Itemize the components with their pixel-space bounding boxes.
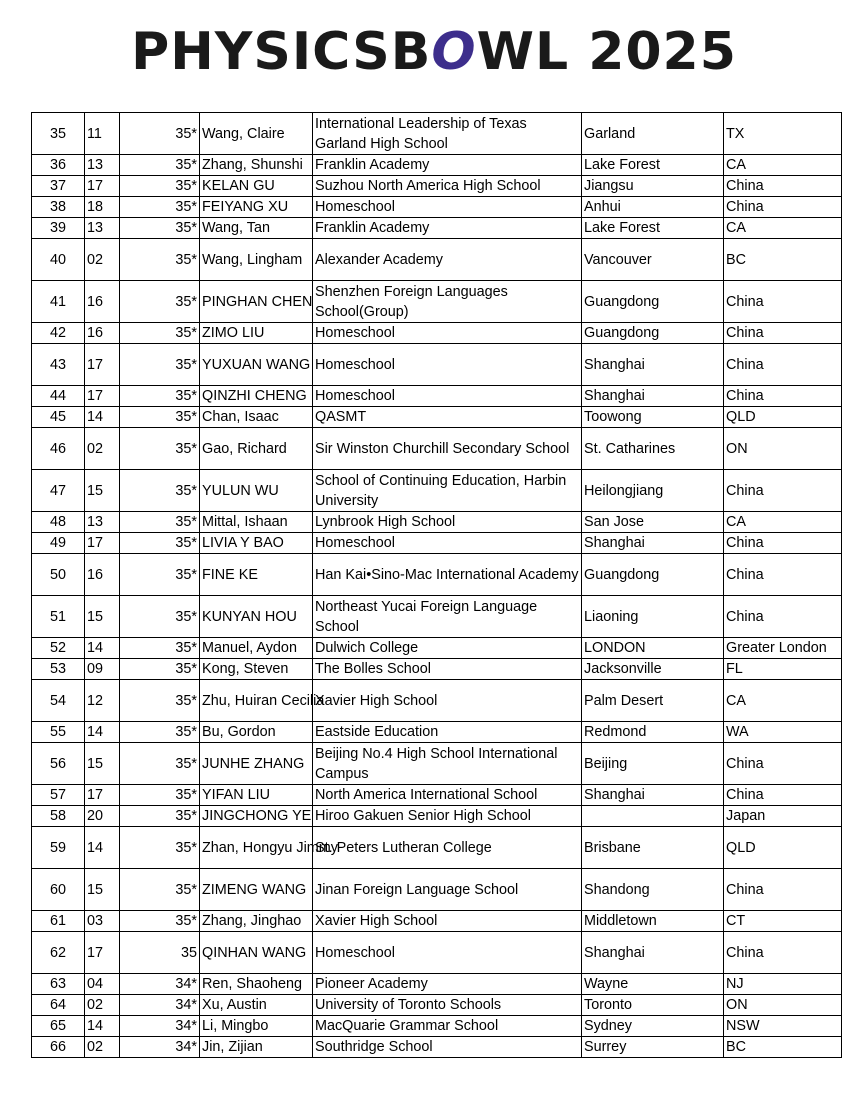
region-cell: China — [724, 344, 842, 386]
grade-cell: 15 — [85, 596, 120, 638]
name-cell: Wang, Claire — [200, 113, 313, 155]
score-cell: 35* — [120, 197, 200, 218]
school-cell: Pioneer Academy — [313, 974, 582, 995]
title-pre: PHYSICSB — [131, 22, 432, 82]
table-row — [32, 344, 842, 386]
rank-cell: 45 — [32, 407, 85, 428]
score-cell: 35* — [120, 386, 200, 407]
city-cell: Jiangsu — [582, 176, 724, 197]
table-row — [32, 596, 842, 638]
school-cell: Beijing No.4 High School International Campus — [313, 743, 582, 785]
region-cell: BC — [724, 1037, 842, 1058]
grade-cell: 15 — [85, 869, 120, 911]
grade-cell: 14 — [85, 407, 120, 428]
rank-cell: 62 — [32, 932, 85, 974]
region-cell: CA — [724, 680, 842, 722]
city-cell: Surrey — [582, 1037, 724, 1058]
title-post: WL 2025 — [476, 22, 737, 82]
score-cell: 34* — [120, 1016, 200, 1037]
grade-cell: 14 — [85, 722, 120, 743]
name-cell: ZIMENG WANG — [200, 869, 313, 911]
rank-cell: 42 — [32, 323, 85, 344]
city-cell: Anhui — [582, 197, 724, 218]
region-cell: TX — [724, 113, 842, 155]
school-cell: Jinan Foreign Language School — [313, 869, 582, 911]
rank-cell: 66 — [32, 1037, 85, 1058]
rank-cell: 40 — [32, 239, 85, 281]
region-cell: BC — [724, 239, 842, 281]
region-cell: FL — [724, 659, 842, 680]
city-cell: Brisbane — [582, 827, 724, 869]
name-cell: Ren, Shaoheng — [200, 974, 313, 995]
table-row — [32, 869, 842, 911]
region-cell: QLD — [724, 827, 842, 869]
region-cell: Greater London — [724, 638, 842, 659]
grade-cell: 13 — [85, 218, 120, 239]
name-cell: YUXUAN WANG — [200, 344, 313, 386]
region-cell: China — [724, 533, 842, 554]
grade-cell: 14 — [85, 827, 120, 869]
grade-cell: 13 — [85, 155, 120, 176]
rank-cell: 60 — [32, 869, 85, 911]
region-cell: China — [724, 323, 842, 344]
name-cell: Kong, Steven — [200, 659, 313, 680]
score-cell: 35* — [120, 533, 200, 554]
rank-cell: 37 — [32, 176, 85, 197]
city-cell: Shanghai — [582, 386, 724, 407]
region-cell: China — [724, 554, 842, 596]
grade-cell: 18 — [85, 197, 120, 218]
name-cell: FEIYANG XU — [200, 197, 313, 218]
region-cell: CA — [724, 218, 842, 239]
school-cell: University of Toronto Schools — [313, 995, 582, 1016]
score-cell: 35* — [120, 323, 200, 344]
table-row — [32, 638, 842, 659]
rank-cell: 46 — [32, 428, 85, 470]
school-cell: School of Continuing Education, Harbin University — [313, 470, 582, 512]
region-cell: Japan — [724, 806, 842, 827]
name-cell: Chan, Isaac — [200, 407, 313, 428]
school-cell: The Bolles School — [313, 659, 582, 680]
score-cell: 34* — [120, 1037, 200, 1058]
table-row — [32, 932, 842, 974]
city-cell: Heilongjiang — [582, 470, 724, 512]
table-row — [32, 827, 842, 869]
city-cell: Toronto — [582, 995, 724, 1016]
page-title — [0, 22, 868, 82]
school-cell: Homeschool — [313, 323, 582, 344]
score-cell: 35* — [120, 680, 200, 722]
name-cell: Wang, Tan — [200, 218, 313, 239]
school-cell: Franklin Academy — [313, 218, 582, 239]
rank-cell: 56 — [32, 743, 85, 785]
name-cell: JINGCHONG YE — [200, 806, 313, 827]
grade-cell: 16 — [85, 554, 120, 596]
rank-cell: 58 — [32, 806, 85, 827]
grade-cell: 14 — [85, 638, 120, 659]
table-row — [32, 218, 842, 239]
region-cell: China — [724, 470, 842, 512]
school-cell: Homeschool — [313, 344, 582, 386]
rank-cell: 52 — [32, 638, 85, 659]
school-cell: Lynbrook High School — [313, 512, 582, 533]
region-cell: CT — [724, 911, 842, 932]
city-cell: Lake Forest — [582, 218, 724, 239]
region-cell: CA — [724, 512, 842, 533]
city-cell: Shandong — [582, 869, 724, 911]
rank-cell: 44 — [32, 386, 85, 407]
score-cell: 35* — [120, 407, 200, 428]
name-cell: Wang, Lingham — [200, 239, 313, 281]
score-cell: 35* — [120, 113, 200, 155]
city-cell: St. Catharines — [582, 428, 724, 470]
region-cell: China — [724, 785, 842, 806]
table-row — [32, 659, 842, 680]
grade-cell: 15 — [85, 470, 120, 512]
grade-cell: 15 — [85, 743, 120, 785]
rank-cell: 35 — [32, 113, 85, 155]
rank-cell: 63 — [32, 974, 85, 995]
region-cell: China — [724, 281, 842, 323]
table-row — [32, 995, 842, 1016]
school-cell: Han Kai•Sino-Mac International Academy — [313, 554, 582, 596]
name-cell: KUNYAN HOU — [200, 596, 313, 638]
school-cell: Xavier High School — [313, 680, 582, 722]
table-row — [32, 806, 842, 827]
table-row — [32, 974, 842, 995]
rank-cell: 50 — [32, 554, 85, 596]
grade-cell: 16 — [85, 323, 120, 344]
city-cell: Lake Forest — [582, 155, 724, 176]
rank-cell: 38 — [32, 197, 85, 218]
grade-cell: 02 — [85, 1037, 120, 1058]
results-rows — [32, 113, 842, 1058]
table-row — [32, 722, 842, 743]
table-row — [32, 533, 842, 554]
region-cell: China — [724, 932, 842, 974]
table-row — [32, 1037, 842, 1058]
name-cell: Zhu, Huiran Cecilia — [200, 680, 313, 722]
rank-cell: 41 — [32, 281, 85, 323]
grade-cell: 17 — [85, 533, 120, 554]
title-logo-o: O — [431, 22, 477, 82]
table-row — [32, 911, 842, 932]
name-cell: FINE KE — [200, 554, 313, 596]
grade-cell: 04 — [85, 974, 120, 995]
score-cell: 35* — [120, 218, 200, 239]
school-cell: Northeast Yucai Foreign Language School — [313, 596, 582, 638]
region-cell: ON — [724, 995, 842, 1016]
rank-cell: 43 — [32, 344, 85, 386]
city-cell: Shanghai — [582, 932, 724, 974]
score-cell: 35* — [120, 512, 200, 533]
school-cell: MacQuarie Grammar School — [313, 1016, 582, 1037]
school-cell: Sir Winston Churchill Secondary School — [313, 428, 582, 470]
city-cell: Liaoning — [582, 596, 724, 638]
score-cell: 35* — [120, 554, 200, 596]
name-cell: YIFAN LIU — [200, 785, 313, 806]
table-row — [32, 743, 842, 785]
grade-cell: 17 — [85, 785, 120, 806]
table-row — [32, 323, 842, 344]
region-cell: China — [724, 176, 842, 197]
rank-cell: 64 — [32, 995, 85, 1016]
grade-cell: 02 — [85, 995, 120, 1016]
grade-cell: 20 — [85, 806, 120, 827]
city-cell: Shanghai — [582, 785, 724, 806]
name-cell: ZIMO LIU — [200, 323, 313, 344]
grade-cell: 17 — [85, 932, 120, 974]
region-cell: WA — [724, 722, 842, 743]
region-cell: China — [724, 743, 842, 785]
name-cell: QINHAN WANG — [200, 932, 313, 974]
school-cell: Homeschool — [313, 932, 582, 974]
city-cell: San Jose — [582, 512, 724, 533]
score-cell: 35* — [120, 806, 200, 827]
name-cell: QINZHI CHENG — [200, 386, 313, 407]
score-cell: 35* — [120, 659, 200, 680]
school-cell: Eastside Education — [313, 722, 582, 743]
table-row — [32, 155, 842, 176]
score-cell: 35* — [120, 638, 200, 659]
city-cell: Beijing — [582, 743, 724, 785]
score-cell: 35* — [120, 239, 200, 281]
grade-cell: 02 — [85, 428, 120, 470]
score-cell: 35* — [120, 470, 200, 512]
score-cell: 35* — [120, 344, 200, 386]
table-row — [32, 428, 842, 470]
grade-cell: 17 — [85, 386, 120, 407]
region-cell: CA — [724, 155, 842, 176]
city-cell: Palm Desert — [582, 680, 724, 722]
score-cell: 35 — [120, 932, 200, 974]
school-cell: Homeschool — [313, 386, 582, 407]
rank-cell: 55 — [32, 722, 85, 743]
city-cell: Toowong — [582, 407, 724, 428]
name-cell: Manuel, Aydon — [200, 638, 313, 659]
region-cell: China — [724, 386, 842, 407]
city-cell: Redmond — [582, 722, 724, 743]
rank-cell: 61 — [32, 911, 85, 932]
score-cell: 35* — [120, 827, 200, 869]
rank-cell: 65 — [32, 1016, 85, 1037]
rank-cell: 54 — [32, 680, 85, 722]
score-cell: 35* — [120, 596, 200, 638]
region-cell: QLD — [724, 407, 842, 428]
grade-cell: 02 — [85, 239, 120, 281]
school-cell: QASMT — [313, 407, 582, 428]
school-cell: Xavier High School — [313, 911, 582, 932]
score-cell: 34* — [120, 995, 200, 1016]
city-cell: Shanghai — [582, 344, 724, 386]
region-cell: China — [724, 596, 842, 638]
table-row — [32, 239, 842, 281]
city-cell: Middletown — [582, 911, 724, 932]
grade-cell: 17 — [85, 344, 120, 386]
name-cell: Zhan, Hongyu Jimmy — [200, 827, 313, 869]
table-row — [32, 281, 842, 323]
grade-cell: 03 — [85, 911, 120, 932]
school-cell: North America International School — [313, 785, 582, 806]
grade-cell: 09 — [85, 659, 120, 680]
results-table — [31, 112, 842, 1058]
city-cell: Jacksonville — [582, 659, 724, 680]
grade-cell: 11 — [85, 113, 120, 155]
name-cell: PINGHAN CHEN — [200, 281, 313, 323]
school-cell: St. Peters Lutheran College — [313, 827, 582, 869]
score-cell: 35* — [120, 281, 200, 323]
city-cell: Guangdong — [582, 554, 724, 596]
name-cell: Mittal, Ishaan — [200, 512, 313, 533]
grade-cell: 17 — [85, 176, 120, 197]
city-cell: Guangdong — [582, 323, 724, 344]
region-cell: ON — [724, 428, 842, 470]
school-cell: Homeschool — [313, 197, 582, 218]
city-cell: Vancouver — [582, 239, 724, 281]
rank-cell: 36 — [32, 155, 85, 176]
table-row — [32, 785, 842, 806]
school-cell: International Leadership of Texas Garland High School — [313, 113, 582, 155]
score-cell: 35* — [120, 743, 200, 785]
region-cell: NSW — [724, 1016, 842, 1037]
table-row — [32, 113, 842, 155]
score-cell: 35* — [120, 722, 200, 743]
table-row — [32, 176, 842, 197]
rank-cell: 51 — [32, 596, 85, 638]
table-row — [32, 1016, 842, 1037]
name-cell: Xu, Austin — [200, 995, 313, 1016]
name-cell: KELAN GU — [200, 176, 313, 197]
school-cell: Franklin Academy — [313, 155, 582, 176]
grade-cell: 14 — [85, 1016, 120, 1037]
city-cell: Sydney — [582, 1016, 724, 1037]
city-cell: Shanghai — [582, 533, 724, 554]
name-cell: Bu, Gordon — [200, 722, 313, 743]
score-cell: 35* — [120, 428, 200, 470]
table-row — [32, 470, 842, 512]
name-cell: Zhang, Jinghao — [200, 911, 313, 932]
name-cell: Zhang, Shunshi — [200, 155, 313, 176]
score-cell: 35* — [120, 176, 200, 197]
school-cell: Alexander Academy — [313, 239, 582, 281]
table-row — [32, 197, 842, 218]
city-cell — [582, 806, 724, 827]
school-cell: Hiroo Gakuen Senior High School — [313, 806, 582, 827]
table-row — [32, 386, 842, 407]
grade-cell: 16 — [85, 281, 120, 323]
name-cell: LIVIA Y BAO — [200, 533, 313, 554]
school-cell: Homeschool — [313, 533, 582, 554]
table-row — [32, 554, 842, 596]
city-cell: Guangdong — [582, 281, 724, 323]
rank-cell: 53 — [32, 659, 85, 680]
name-cell: Jin, Zijian — [200, 1037, 313, 1058]
grade-cell: 13 — [85, 512, 120, 533]
rank-cell: 49 — [32, 533, 85, 554]
name-cell: YULUN WU — [200, 470, 313, 512]
name-cell: Gao, Richard — [200, 428, 313, 470]
name-cell: Li, Mingbo — [200, 1016, 313, 1037]
score-cell: 35* — [120, 155, 200, 176]
city-cell: Garland — [582, 113, 724, 155]
table-row — [32, 680, 842, 722]
school-cell: Southridge School — [313, 1037, 582, 1058]
city-cell: LONDON — [582, 638, 724, 659]
score-cell: 35* — [120, 911, 200, 932]
grade-cell: 12 — [85, 680, 120, 722]
name-cell: JUNHE ZHANG — [200, 743, 313, 785]
city-cell: Wayne — [582, 974, 724, 995]
rank-cell: 59 — [32, 827, 85, 869]
region-cell: China — [724, 869, 842, 911]
score-cell: 35* — [120, 869, 200, 911]
score-cell: 34* — [120, 974, 200, 995]
region-cell: NJ — [724, 974, 842, 995]
rank-cell: 39 — [32, 218, 85, 239]
table-row — [32, 407, 842, 428]
rank-cell: 57 — [32, 785, 85, 806]
rank-cell: 48 — [32, 512, 85, 533]
table-row — [32, 512, 842, 533]
rank-cell: 47 — [32, 470, 85, 512]
school-cell: Shenzhen Foreign Languages School(Group) — [313, 281, 582, 323]
score-cell: 35* — [120, 785, 200, 806]
region-cell: China — [724, 197, 842, 218]
school-cell: Dulwich College — [313, 638, 582, 659]
school-cell: Suzhou North America High School — [313, 176, 582, 197]
